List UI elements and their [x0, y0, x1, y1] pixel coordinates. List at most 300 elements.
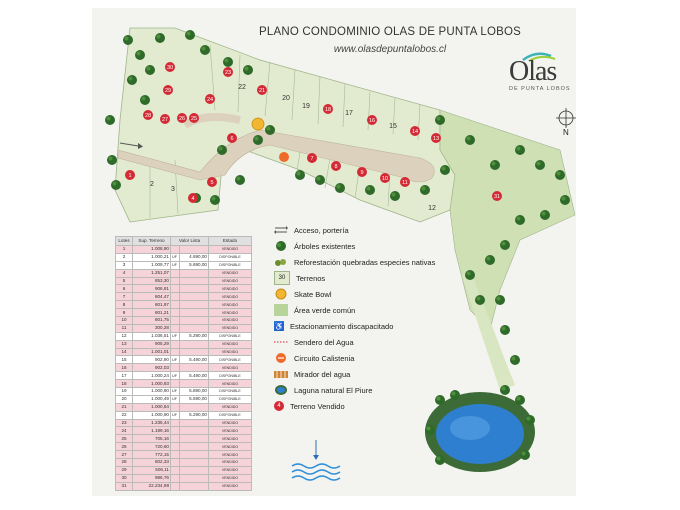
lot-number: 30 [166, 65, 174, 71]
lot-number: 24 [206, 97, 214, 103]
area-cell: 801,97 [133, 301, 171, 309]
state-cell: DISPONIBLE [209, 253, 252, 261]
legend-label: Laguna natural El Piure [294, 385, 373, 395]
sold-lot-marker[interactable] [188, 193, 198, 203]
lot-number: 6 [230, 136, 234, 142]
sold-lot-marker[interactable] [189, 113, 199, 123]
sold-lot-marker[interactable] [380, 173, 390, 183]
column-header: Lotes [116, 237, 133, 246]
tree-icon [475, 295, 485, 305]
area-cell: 1.199,16 [133, 427, 171, 435]
price-cell [180, 403, 209, 411]
price-cell [180, 419, 209, 427]
lot-label[interactable] [345, 110, 353, 117]
price-cell [180, 474, 209, 482]
tree-icon [465, 135, 475, 145]
lot-number: 19 [302, 103, 310, 110]
sold-lot-marker[interactable] [163, 85, 173, 95]
area-cell: 1.000,90 [133, 411, 171, 419]
tree-icon [500, 385, 510, 395]
table-row [116, 388, 252, 396]
calisthenics-icon [279, 152, 289, 162]
price-cell [180, 309, 209, 317]
tree-icon [560, 195, 570, 205]
tree-icon [515, 215, 525, 225]
sold-lot-marker[interactable] [160, 114, 170, 124]
lot-cell: 1 [116, 246, 133, 254]
column-header: Sup. Terreno [133, 237, 171, 246]
state-cell: DISPONIBLE [209, 261, 252, 269]
uf-cell [171, 348, 180, 356]
legend-item [274, 351, 354, 365]
sold-lot-marker[interactable] [125, 170, 135, 180]
table-row [116, 364, 252, 372]
sold-lot-marker[interactable] [143, 110, 153, 120]
lot-number: 22 [238, 84, 246, 91]
lot-label[interactable] [150, 181, 154, 188]
price-cell [180, 466, 209, 474]
sold-lot-marker[interactable] [323, 104, 333, 114]
table-row [116, 411, 252, 419]
table-row [116, 474, 252, 482]
tree-icon [295, 170, 305, 180]
lot-label[interactable] [171, 186, 175, 193]
table-row [116, 427, 252, 435]
state-cell: VENDIDO [209, 246, 252, 254]
table-row [116, 317, 252, 325]
lot-number: 26 [178, 116, 186, 122]
legend-item [274, 239, 355, 253]
area-cell: 986,76 [133, 474, 171, 482]
state-cell: VENDIDO [209, 435, 252, 443]
sold-lot-marker[interactable] [357, 167, 367, 177]
tree-icon [535, 160, 545, 170]
area-cell: 22.234,98 [133, 482, 171, 490]
lot-cell: 5 [116, 277, 133, 285]
lot-number-icon: 30 [274, 271, 290, 285]
state-cell: DISPONIBLE [209, 356, 252, 364]
sold-lot-marker[interactable] [165, 62, 175, 72]
olas-logo [497, 50, 571, 100]
lot-number: 1 [128, 173, 132, 179]
tree-icon [223, 57, 233, 67]
area-cell: 1.000,93 [133, 380, 171, 388]
area-cell: 1.001,01 [133, 348, 171, 356]
lots-table [115, 236, 252, 491]
state-cell: VENDIDO [209, 324, 252, 332]
lot-cell: 6 [116, 285, 133, 293]
price-cell: 5.690,00 [180, 261, 209, 269]
legend-item [274, 223, 349, 237]
state-cell: VENDIDO [209, 474, 252, 482]
tree-icon [425, 425, 435, 435]
area-cell: 801,21 [133, 309, 171, 317]
uf-cell: UF [171, 372, 180, 380]
table-row [116, 372, 252, 380]
lot-cell: 26 [116, 443, 133, 451]
tree-icon [365, 185, 375, 195]
price-cell [180, 293, 209, 301]
legend-label: Terreno Vendido [290, 401, 345, 411]
lot-number: 4 [191, 196, 195, 202]
legend-label: Mirador del agua [294, 369, 351, 379]
uf-cell [171, 246, 180, 254]
uf-cell [171, 324, 180, 332]
price-cell [180, 285, 209, 293]
sold-lot-marker[interactable] [367, 115, 377, 125]
table-header-row [116, 237, 252, 246]
logo-subtitle: DE PUNTA LOBOS [509, 86, 571, 92]
legend-label: Árboles existentes [294, 241, 356, 251]
sold-lot-marker[interactable] [207, 177, 217, 187]
uf-cell [171, 340, 180, 348]
state-cell: VENDIDO [209, 285, 252, 293]
lot-number: 16 [368, 118, 376, 124]
sold-lot-marker[interactable] [400, 177, 410, 187]
tree-icon [540, 210, 550, 220]
state-cell: VENDIDO [209, 427, 252, 435]
uf-cell: UF [171, 332, 180, 340]
sold-lot-marker[interactable] [223, 67, 233, 77]
state-cell: VENDIDO [209, 348, 252, 356]
lot-number: 3 [171, 186, 175, 193]
tree-icon [145, 65, 155, 75]
tree-icon [253, 135, 263, 145]
column-header: Valor Lista [171, 237, 209, 246]
price-cell [180, 443, 209, 451]
area-cell: 902,03 [133, 364, 171, 372]
area-cell: 1.009,77 [133, 261, 171, 269]
legend-item [274, 383, 372, 397]
sold-lot-marker[interactable] [410, 126, 420, 136]
website-url[interactable]: www.olasdepuntalobos.cl [333, 44, 447, 55]
legend-label: Reforestación quebradas especies nativas [294, 257, 436, 267]
area-cell: 802,33 [133, 459, 171, 467]
tree-icon [200, 45, 210, 55]
table-row [116, 269, 252, 277]
sold-lot-marker[interactable] [257, 85, 267, 95]
legend-item [274, 287, 332, 301]
tree-icon [235, 175, 245, 185]
uf-cell [171, 309, 180, 317]
tree-icon [450, 390, 460, 400]
tree-icon [500, 240, 510, 250]
area-cell: 705,16 [133, 435, 171, 443]
state-cell: VENDIDO [209, 380, 252, 388]
lot-cell: 23 [116, 419, 133, 427]
uf-cell [171, 459, 180, 467]
legend-item [274, 399, 345, 413]
tree-icon [515, 395, 525, 405]
uf-cell: UF [171, 395, 180, 403]
column-header: Estado [209, 237, 252, 246]
legend-label: Terrenos [296, 273, 326, 283]
lot-cell: 9 [116, 309, 133, 317]
lot-cell: 14 [116, 348, 133, 356]
uf-cell [171, 293, 180, 301]
uf-cell [171, 451, 180, 459]
table-row [116, 277, 252, 285]
price-cell: 5.290,00 [180, 332, 209, 340]
tree-icon [435, 455, 445, 465]
state-cell: VENDIDO [209, 269, 252, 277]
table-row [116, 356, 252, 364]
dotted-line-icon [274, 336, 288, 348]
state-cell: DISPONIBLE [209, 395, 252, 403]
area-cell: 772,15 [133, 451, 171, 459]
lot-cell: 17 [116, 372, 133, 380]
table-row [116, 309, 252, 317]
lot-cell: 28 [116, 459, 133, 467]
legend-item [274, 367, 350, 381]
area-cell: 1.235,44 [133, 419, 171, 427]
area-cell: 1.000,64 [133, 403, 171, 411]
tree-icon [265, 125, 275, 135]
uf-cell [171, 403, 180, 411]
lot-number: 27 [161, 117, 169, 123]
tree-icon [135, 50, 145, 60]
uf-cell: UF [171, 261, 180, 269]
lot-label[interactable] [428, 205, 436, 212]
lot-label[interactable] [238, 84, 246, 91]
uf-cell [171, 380, 180, 388]
lot-cell: 3 [116, 261, 133, 269]
lot-cell: 12 [116, 332, 133, 340]
area-cell: 1.000,24 [133, 372, 171, 380]
lot-cell: 18 [116, 380, 133, 388]
shrub-icon [274, 256, 288, 268]
sold-lot-marker[interactable] [492, 191, 502, 201]
logo-word: Olas [509, 56, 557, 87]
state-cell: VENDIDO [209, 301, 252, 309]
table-row [116, 348, 252, 356]
lot-number: 17 [345, 110, 353, 117]
tree-icon [490, 160, 500, 170]
price-cell [180, 435, 209, 443]
area-cell: 1.008,90 [133, 246, 171, 254]
table-row [116, 395, 252, 403]
tree-icon [123, 35, 133, 45]
price-cell [180, 340, 209, 348]
lot-cell: 27 [116, 451, 133, 459]
tree-icon [440, 165, 450, 175]
state-cell: DISPONIBLE [209, 388, 252, 396]
price-cell [180, 324, 209, 332]
state-cell: VENDIDO [209, 459, 252, 467]
state-cell: DISPONIBLE [209, 411, 252, 419]
lot-cell: 4 [116, 269, 133, 277]
arrows-icon [274, 224, 288, 236]
area-cell: 905,29 [133, 340, 171, 348]
price-cell [180, 269, 209, 277]
area-cell: 906,81 [133, 285, 171, 293]
price-cell [180, 348, 209, 356]
lot-number: 13 [432, 136, 440, 142]
legend-item [274, 303, 355, 317]
legend-label: Circuito Calistenia [294, 353, 355, 363]
lot-number: 20 [282, 95, 290, 102]
tree-icon [274, 240, 288, 252]
price-cell: 5.590,00 [180, 395, 209, 403]
lot-label[interactable] [389, 123, 397, 130]
tree-icon [140, 95, 150, 105]
tree-icon [210, 195, 220, 205]
lot-cell: 15 [116, 356, 133, 364]
table-row [116, 324, 252, 332]
lots-table-body [116, 246, 252, 491]
calisthenics-icon [274, 352, 288, 364]
accessibility-icon: ♿ [274, 321, 284, 331]
table-row [116, 482, 252, 490]
lot-cell: 16 [116, 364, 133, 372]
uf-cell: UF [171, 356, 180, 364]
state-cell: VENDIDO [209, 364, 252, 372]
lot-label[interactable] [302, 103, 310, 110]
price-cell [180, 427, 209, 435]
lot-cell: 21 [116, 403, 133, 411]
table-row [116, 340, 252, 348]
tree-icon [335, 183, 345, 193]
lot-cell: 30 [116, 474, 133, 482]
legend-item [274, 335, 354, 349]
table-row [116, 451, 252, 459]
table-row [116, 466, 252, 474]
uf-cell [171, 277, 180, 285]
lot-cell: 8 [116, 301, 133, 309]
lagoon-icon [274, 384, 288, 396]
legend-label: Skate Bowl [294, 289, 332, 299]
tree-icon [107, 155, 117, 165]
viewpoint-icon [274, 371, 288, 378]
tree-icon [111, 180, 121, 190]
tree-icon [525, 415, 535, 425]
table-row [116, 332, 252, 340]
tree-icon [155, 33, 165, 43]
table-row [116, 459, 252, 467]
area-cell: 902,90 [133, 356, 171, 364]
state-cell: VENDIDO [209, 277, 252, 285]
state-cell: VENDIDO [209, 451, 252, 459]
price-cell [180, 246, 209, 254]
area-cell: 801,75 [133, 317, 171, 325]
tree-icon [495, 295, 505, 305]
price-cell [180, 364, 209, 372]
sold-lot-marker[interactable] [307, 153, 317, 163]
lot-cell: 29 [116, 466, 133, 474]
lot-number: 2 [150, 181, 154, 188]
lot-number: 8 [334, 164, 338, 170]
lot-number: 9 [360, 170, 364, 176]
tree-icon [510, 355, 520, 365]
price-cell [180, 380, 209, 388]
lot-cell: 25 [116, 435, 133, 443]
legend-item [274, 255, 435, 269]
lot-number: 31 [493, 194, 501, 200]
price-cell [180, 451, 209, 459]
table-row [116, 285, 252, 293]
table-row [116, 435, 252, 443]
sold-lot-marker[interactable] [431, 133, 441, 143]
tree-icon [485, 255, 495, 265]
lot-number: 21 [258, 88, 266, 94]
state-cell: DISPONIBLE [209, 332, 252, 340]
sold-lot-marker[interactable] [227, 133, 237, 143]
table-row [116, 380, 252, 388]
price-cell [180, 301, 209, 309]
area-cell: 804,47 [133, 293, 171, 301]
state-cell: VENDIDO [209, 317, 252, 325]
sold-lot-marker[interactable] [331, 161, 341, 171]
area-cell: 1.000,49 [133, 395, 171, 403]
uf-cell [171, 482, 180, 490]
area-cell: 1.251,07 [133, 269, 171, 277]
table-row [116, 443, 252, 451]
uf-cell [171, 443, 180, 451]
tree-icon [315, 175, 325, 185]
tree-icon [435, 395, 445, 405]
lot-number: 29 [164, 88, 172, 94]
tree-icon [515, 145, 525, 155]
lot-number: 28 [144, 113, 152, 119]
uf-cell [171, 364, 180, 372]
legend-item [274, 271, 325, 285]
price-cell: 5.290,00 [180, 411, 209, 419]
lot-number: 25 [190, 116, 198, 122]
area-cell: 1.000,90 [133, 388, 171, 396]
area-cell: 1.000,21 [133, 253, 171, 261]
price-cell: 5.490,00 [180, 372, 209, 380]
sold-lot-marker[interactable] [177, 113, 187, 123]
tree-icon [420, 185, 430, 195]
lot-number: 18 [324, 107, 332, 113]
uf-cell [171, 317, 180, 325]
lot-cell: 13 [116, 340, 133, 348]
table-row [116, 246, 252, 254]
sold-lot-marker[interactable] [205, 94, 215, 104]
tree-icon [217, 145, 227, 155]
lot-cell: 2 [116, 253, 133, 261]
lot-label[interactable] [282, 95, 290, 102]
price-cell: 4.690,00 [180, 253, 209, 261]
lot-cell: 11 [116, 324, 133, 332]
sold-marker-icon: 4 [274, 401, 284, 411]
uf-cell [171, 435, 180, 443]
table-row [116, 419, 252, 427]
price-cell: 5.490,00 [180, 356, 209, 364]
lot-number: 23 [224, 70, 232, 76]
price-cell [180, 317, 209, 325]
lot-number: 11 [402, 180, 408, 186]
green-square-icon [274, 304, 288, 316]
legend-label: Sendero del Agua [294, 337, 354, 347]
table-row [116, 261, 252, 269]
tree-icon [185, 30, 195, 40]
uf-cell [171, 427, 180, 435]
table-row [116, 253, 252, 261]
state-cell: VENDIDO [209, 340, 252, 348]
lot-number: 10 [381, 176, 389, 182]
area-cell: 300,28 [133, 324, 171, 332]
lot-cell: 31 [116, 482, 133, 490]
state-cell: VENDIDO [209, 419, 252, 427]
uf-cell [171, 285, 180, 293]
tree-icon [243, 65, 253, 75]
tree-icon [435, 115, 445, 125]
uf-cell [171, 474, 180, 482]
legend-item [274, 319, 393, 333]
tree-icon [520, 450, 530, 460]
plan-title: PLANO CONDOMINIO OLAS DE PUNTA LOBOS [259, 26, 521, 38]
